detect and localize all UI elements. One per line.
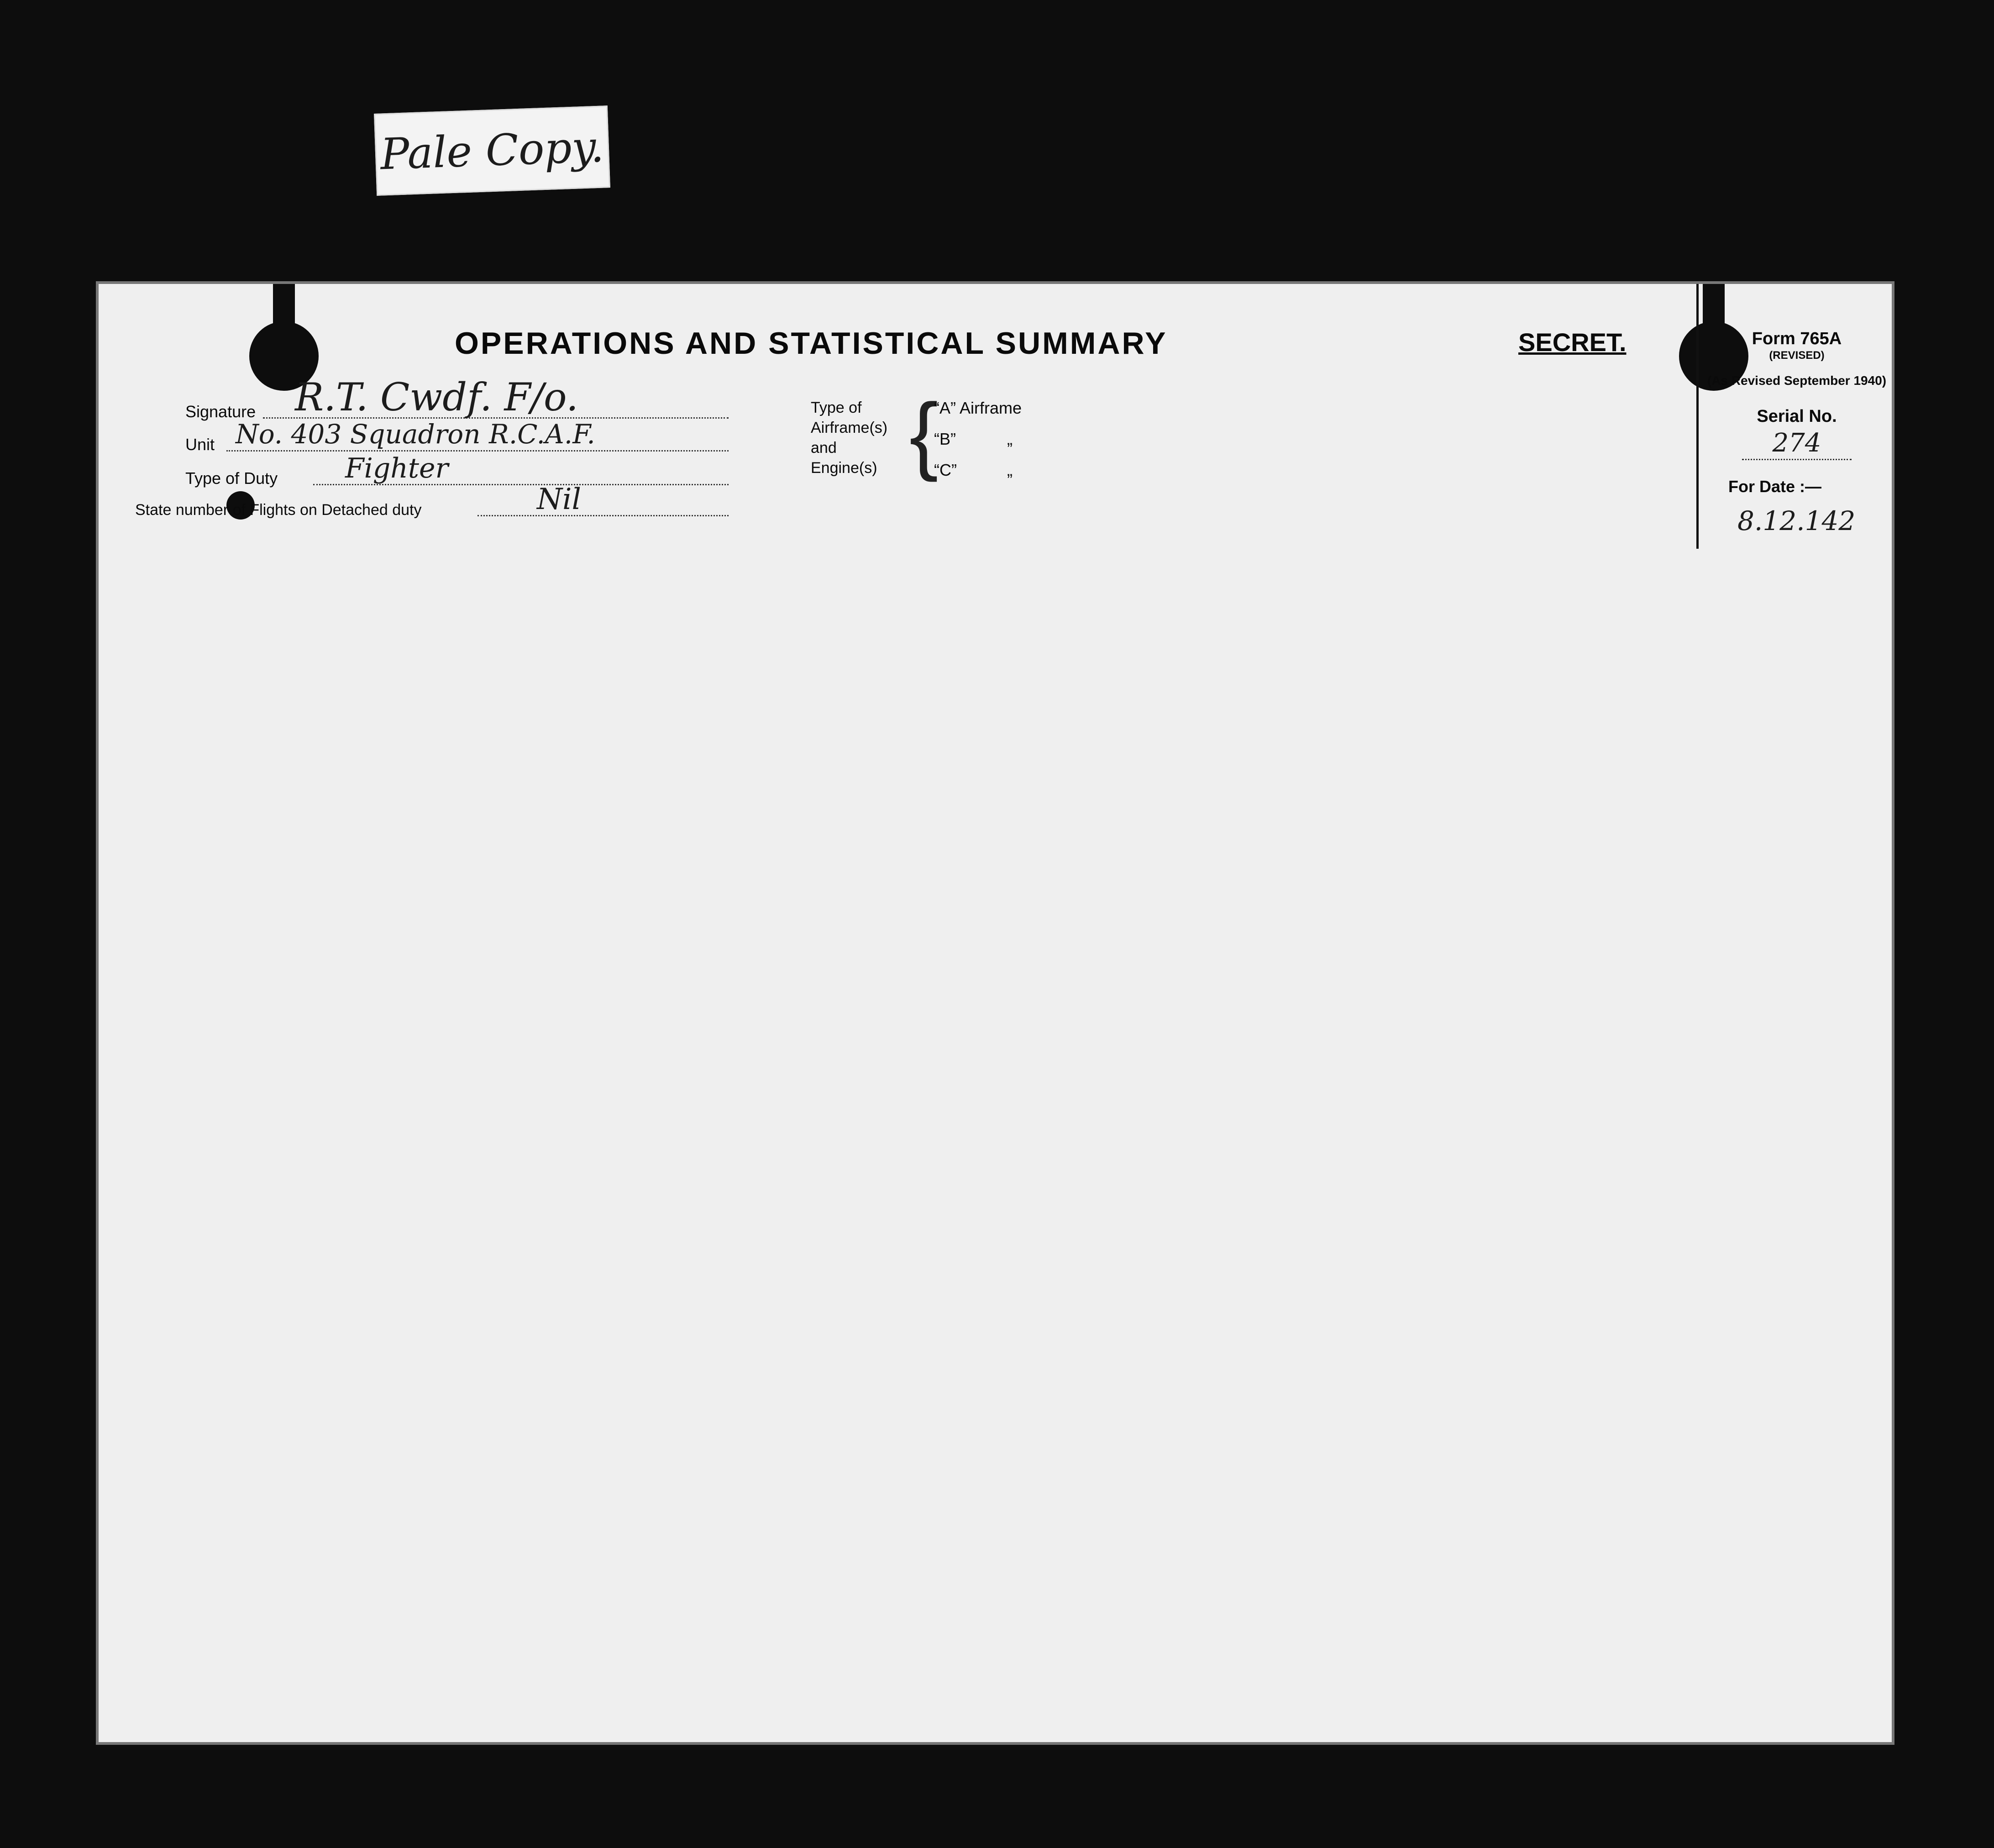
form-box-divider	[1696, 284, 1699, 549]
detached-line	[478, 515, 729, 516]
unit-value: No. 403 Squadron R.C.A.F.	[236, 419, 595, 450]
pale-copy-label	[374, 105, 610, 196]
for-date-value: 8.12.142	[1737, 505, 1856, 536]
signature-value: R.T. Cwdf. F/o.	[295, 375, 578, 420]
airframes-label: Airframe(s)	[811, 419, 888, 436]
serial-label: Serial No.	[1757, 407, 1837, 426]
a-airframe-label: “A” Airframe	[934, 399, 1022, 417]
c-airframe-label: “C”	[934, 461, 957, 479]
for-date-label: For Date :—	[1728, 477, 1822, 496]
detached-value: Nil	[537, 483, 581, 516]
engines-label: Engine(s)	[811, 459, 877, 477]
duty-label: Type of Duty	[185, 469, 278, 488]
unit-label: Unit	[185, 435, 215, 454]
detached-label: State number of Flights on Detached duty	[135, 501, 422, 519]
pale-copy-text: Pale Copy.	[379, 121, 605, 180]
b-comma: „	[1007, 430, 1013, 448]
signature-label: Signature	[185, 402, 256, 421]
unit-line	[226, 450, 729, 452]
form-card	[96, 281, 1894, 1745]
punch-slot-left	[273, 284, 295, 339]
form-as-revised: (As Revised September 1940)	[1707, 373, 1887, 388]
duty-value: Fighter	[345, 452, 449, 484]
type-of-label: Type of	[811, 399, 862, 416]
form-revised: (REVISED)	[1769, 349, 1825, 362]
and-label: and	[811, 439, 837, 457]
header-brace: {	[909, 386, 939, 483]
form-number: Form 765A	[1752, 329, 1842, 349]
form-title: OPERATIONS AND STATISTICAL SUMMARY	[455, 326, 1168, 361]
serial-value: 274	[1742, 428, 1852, 460]
secret-marking: SECRET.	[1518, 328, 1627, 357]
b-airframe-label: “B”	[934, 430, 956, 448]
c-comma: „	[1007, 461, 1013, 479]
